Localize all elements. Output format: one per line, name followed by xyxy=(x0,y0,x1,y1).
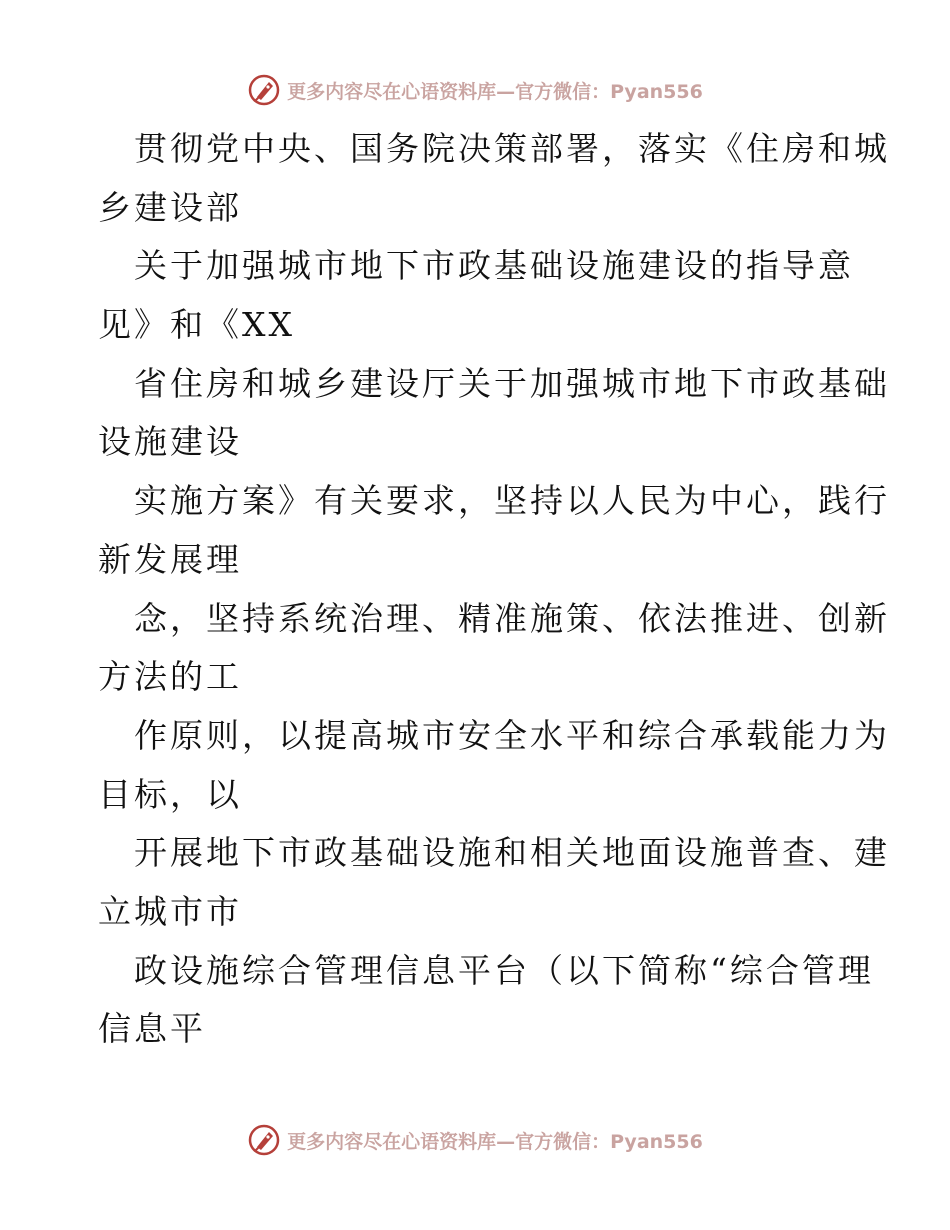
text-line: 立城市市 xyxy=(98,891,242,931)
text-line: 关于加强城市地下市政基础设施建设的指导意 xyxy=(134,246,854,286)
text-line: 新发展理 xyxy=(98,539,242,579)
footer-watermark xyxy=(0,1122,950,1158)
pen-nib-seal-icon xyxy=(247,73,281,107)
text-line: 见》和《XX xyxy=(98,305,295,345)
text-line: 政设施综合管理信息平台（以下简称“综合管理 xyxy=(134,950,874,990)
document-body xyxy=(98,120,890,1059)
text-line: 设施建设 xyxy=(98,422,242,462)
header-watermark xyxy=(0,72,950,108)
pen-nib-seal-icon xyxy=(247,1123,281,1157)
text-line: 信息平 xyxy=(98,1009,206,1049)
text-line: 念，坚持系统治理、精准施策、依法推进、创新 xyxy=(134,598,890,638)
text-line: 目标，以 xyxy=(98,774,242,814)
text-line: 省住房和城乡建设厅关于加强城市地下市政基础 xyxy=(134,363,890,403)
text-line: 方法的工 xyxy=(98,657,242,697)
text-line: 乡建设部 xyxy=(98,187,242,227)
text-line: 开展地下市政基础设施和相关地面设施普查、建 xyxy=(134,833,890,873)
text-line: 作原则，以提高城市安全水平和综合承载能力为 xyxy=(134,715,890,755)
text-line: 贯彻党中央、国务院决策部署，落实《住房和城 xyxy=(134,129,890,168)
watermark-text: 更多内容尽在心语资料库—官方微信：Pyan556 xyxy=(287,80,703,103)
watermark-text: 更多内容尽在心语资料库—官方微信：Pyan556 xyxy=(287,1130,703,1153)
text-line: 实施方案》有关要求，坚持以人民为中心，践行 xyxy=(134,481,890,521)
